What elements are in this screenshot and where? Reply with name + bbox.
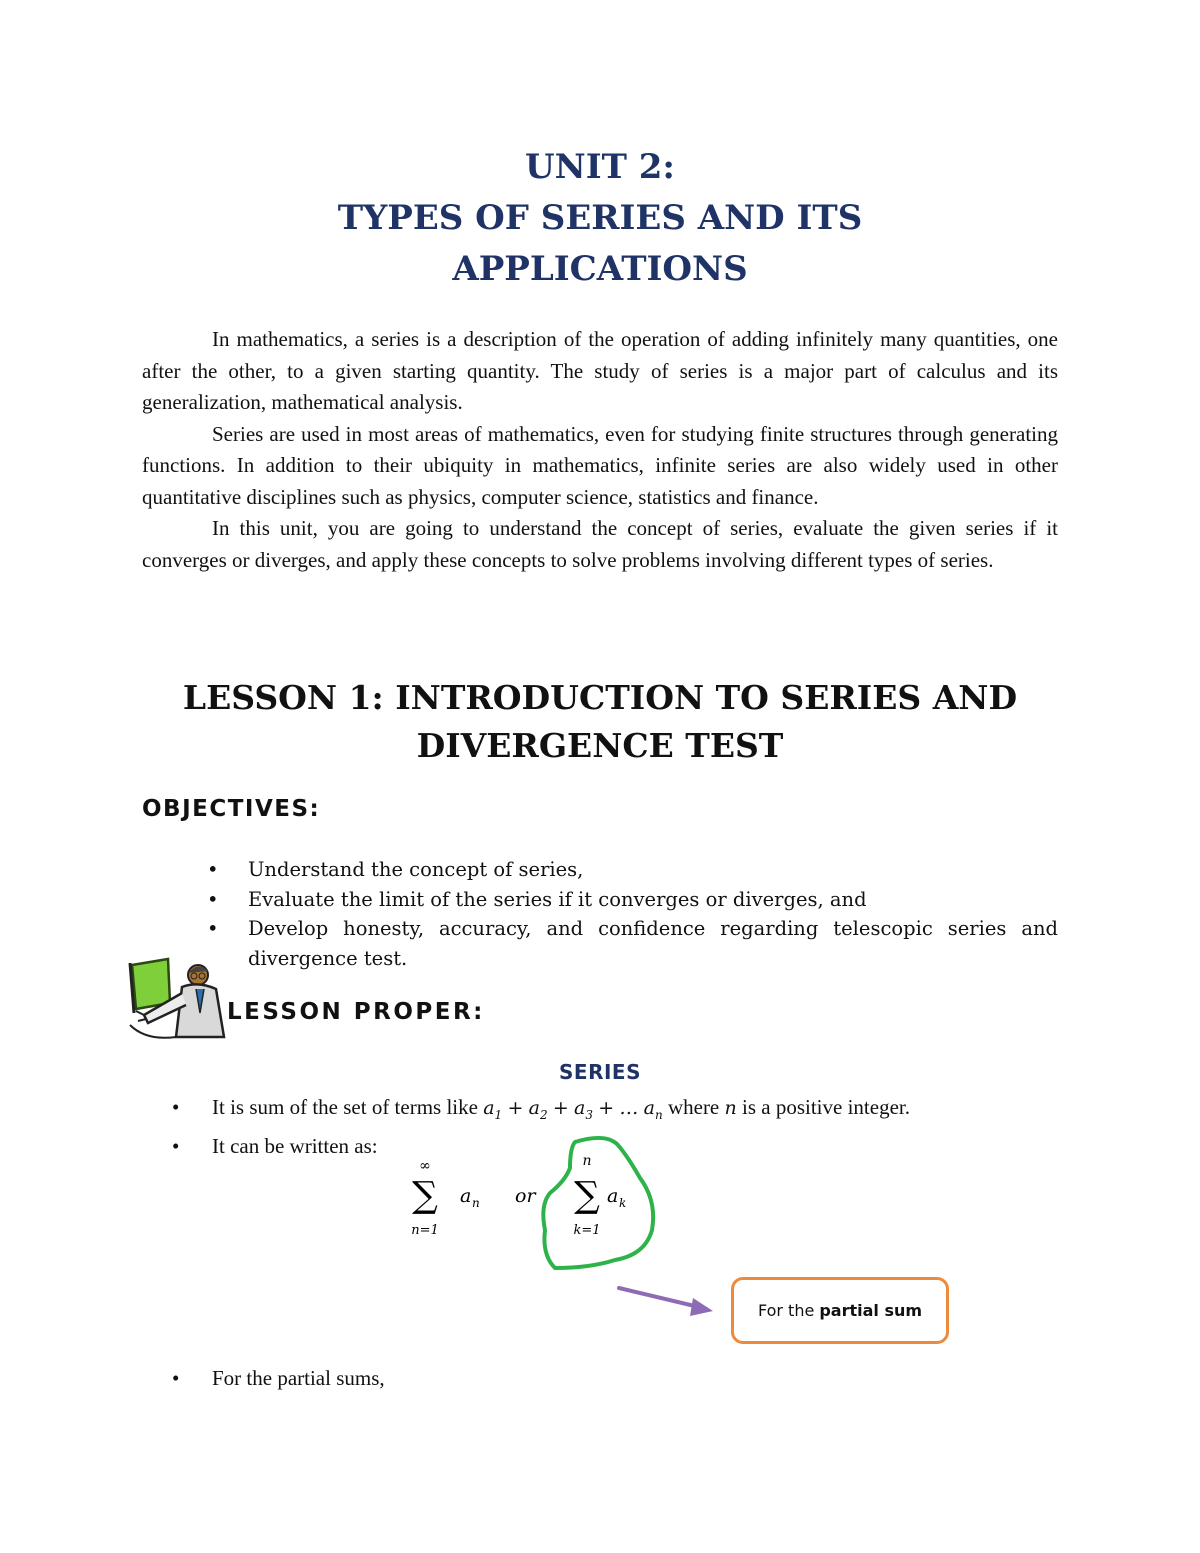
unit-title	[0, 142, 1200, 295]
bullet-icon: •	[172, 1366, 180, 1390]
intro-paragraph-1: In mathematics, a series is a description of the operation of adding infinitely many quantities, one after the other, to a given starting quantity. The study of series is a major part of calculus and its generalization, mathematical analysis.	[142, 327, 1058, 414]
lesson-title-line1: LESSON 1: INTRODUCTION TO SERIES AND	[182, 678, 1018, 717]
sum2-term: a	[607, 1185, 619, 1207]
callout-bold-text: partial sum	[819, 1301, 923, 1320]
sigma-symbol: ∑	[412, 1175, 438, 1216]
lesson-proper-heading: LESSON PROPER:	[227, 999, 485, 1025]
term-letter: a	[574, 1097, 586, 1119]
definition-text-middle: where	[662, 1095, 725, 1119]
term-an	[643, 1097, 663, 1122]
bullet-icon: •	[207, 858, 219, 881]
objective-item	[207, 914, 1058, 973]
bullet-icon: •	[207, 917, 219, 940]
teacher-pointing-icon	[126, 953, 226, 1041]
definition-text-end: is a positive integer.	[736, 1095, 910, 1119]
series-definition-item	[172, 1092, 1072, 1131]
term-letter: a	[643, 1097, 655, 1119]
bullet-icon: •	[172, 1133, 180, 1158]
term-letter: a	[483, 1097, 495, 1119]
partial-sums-item	[172, 1363, 385, 1394]
objective-item	[207, 855, 1058, 885]
ellipsis: …	[619, 1097, 639, 1119]
term-a2	[528, 1097, 548, 1122]
bullet-icon: •	[207, 887, 219, 911]
intro-paragraph-2: Series are used in most areas of mathematics, even for studying finite structures through generating functions. In addition to their ubiquity in mathematics, infinite series are also widely used in other quantitative disciplines such as physics, computer science, statistics and finance.	[142, 421, 1058, 509]
term-subscript: 2	[539, 1107, 548, 1122]
term-a1	[483, 1097, 503, 1122]
lesson-title-line2: DIVERGENCE TEST	[416, 726, 784, 765]
term-subscript: n	[654, 1107, 663, 1122]
sum2-lower-limit: k=1	[573, 1223, 601, 1238]
lesson-title	[0, 674, 1200, 770]
unit-title-line1: UNIT 2:	[525, 147, 675, 187]
plus-sign: +	[598, 1097, 615, 1119]
partial-sums-text: For the partial sums,	[212, 1366, 385, 1390]
series-heading: SERIES	[559, 1060, 641, 1084]
objective-text: Understand the concept of series,	[248, 858, 584, 881]
purple-arrow-icon	[615, 1280, 720, 1320]
sum2-upper-limit: n	[582, 1153, 592, 1169]
notation-text: It can be written as:	[212, 1133, 378, 1158]
sum1-subscript: n	[472, 1196, 480, 1210]
sum2-subscript: k	[619, 1196, 627, 1210]
variable-n: n	[724, 1097, 737, 1119]
objectives-heading: OBJECTIVES:	[142, 796, 321, 822]
intro-paragraph-3: In this unit, you are going to understand the concept of series, evaluate the given series if it converges or diverges, and apply these concepts to solve problems involving different types of series.	[142, 516, 1058, 572]
partial-sum-callout	[731, 1277, 949, 1344]
definition-text-start: It is sum of the set of terms like	[212, 1095, 484, 1119]
term-letter: a	[528, 1097, 540, 1119]
sum1-term: a	[460, 1185, 472, 1207]
summation-formula	[405, 1135, 675, 1275]
intro-section	[142, 324, 1058, 576]
plus-sign: +	[507, 1097, 524, 1119]
term-a3	[574, 1097, 593, 1122]
callout-text: For the	[757, 1301, 815, 1320]
sum1-lower-limit: n=1	[411, 1223, 439, 1238]
or-text: or	[515, 1185, 536, 1207]
bullet-icon: •	[172, 1095, 180, 1119]
term-subscript: 3	[585, 1107, 593, 1122]
objective-text: Develop honesty, accuracy, and confidence regarding telescopic series and divergence test.	[248, 917, 1058, 970]
plus-sign: +	[552, 1097, 569, 1119]
sigma-symbol: ∑	[574, 1175, 600, 1216]
objective-item	[207, 885, 1058, 915]
objectives-list	[207, 855, 1058, 973]
objective-text: Evaluate the limit of the series if it converges or diverges, and	[248, 887, 867, 911]
sum1-upper-limit: ∞	[419, 1158, 431, 1174]
unit-title-line2: TYPES OF SERIES AND ITS	[337, 198, 863, 238]
unit-title-line3: APPLICATIONS	[452, 249, 748, 289]
term-subscript: 1	[494, 1107, 503, 1122]
